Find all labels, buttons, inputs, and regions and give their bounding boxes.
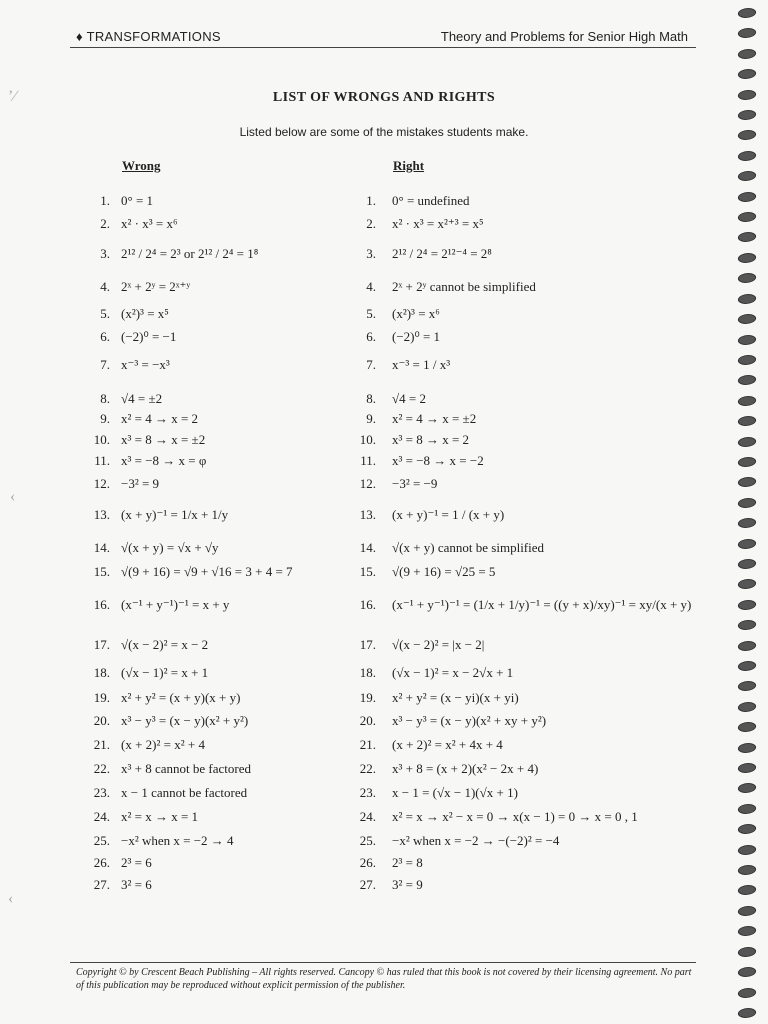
spiral-coil (737, 151, 758, 161)
right-expression: 2³ = 8 (392, 855, 423, 870)
wrong-expression: −x² when x = −2 → 4 (121, 833, 234, 848)
wrong-expression: 0° = 1 (121, 193, 154, 208)
right-expression: (x⁻¹ + y⁻¹)⁻¹ = (1/x + 1/y)⁻¹ = ((y + x)/xy)⁻¹ = xy/(x + y) (392, 597, 692, 612)
wrong-item-number: 21. (93, 737, 110, 752)
spiral-coil (737, 702, 758, 712)
right-expression: 2ˣ + 2ʸ cannot be simplified (392, 279, 536, 294)
spiral-coil (737, 641, 758, 651)
spiral-coil (737, 1008, 758, 1018)
spiral-coil (737, 845, 758, 855)
right-expression: x³ − y³ = (x − y)(x² + xy + y²) (392, 713, 547, 728)
wrong-item-number: 22. (93, 761, 110, 776)
right-expression: x² · x³ = x²⁺³ = x⁵ (392, 216, 484, 231)
right-item-number: 11. (360, 453, 376, 468)
right-expression: √(x − 2)² = |x − 2| (392, 637, 485, 652)
spiral-coil (737, 90, 758, 100)
right-item-number: 26. (359, 855, 376, 870)
wrong-item-number: 15. (93, 564, 110, 579)
spiral-coil (737, 988, 758, 998)
spiral-coil (737, 906, 758, 916)
right-item-number: 23. (359, 785, 376, 800)
right-expression: (√x − 1)² = x − 2√x + 1 (392, 665, 514, 680)
right-item-number: 8. (366, 391, 376, 406)
wrong-expression: √(x + y) = √x + √y (121, 540, 219, 555)
right-item-number: 10. (359, 432, 376, 447)
spiral-coil (737, 375, 758, 385)
spiral-coil (737, 926, 758, 936)
spiral-coil (737, 130, 758, 140)
right-expression: √(9 + 16) = √25 = 5 (392, 564, 496, 579)
wrong-item-number: 13. (93, 507, 110, 522)
spiral-coil (737, 273, 758, 283)
wrong-expression: x³ + 8 cannot be factored (121, 761, 251, 776)
spiral-coil (737, 661, 758, 671)
spiral-coil (737, 620, 758, 630)
spiral-coil (737, 8, 758, 18)
wrong-item-number: 6. (100, 329, 110, 344)
spiral-coil (737, 783, 758, 793)
header-left: ♦ TRANSFORMATIONS (76, 29, 221, 44)
right-item-number: 13. (359, 507, 376, 522)
wrong-expression: 2ˣ + 2ʸ = 2ˣ⁺ʸ (121, 279, 191, 294)
wrong-item-number: 10. (93, 432, 110, 447)
wrong-expression: (x²)³ = x⁵ (121, 306, 169, 321)
right-expression: (x + y)⁻¹ = 1 / (x + y) (392, 507, 505, 522)
spiral-coil (737, 579, 758, 589)
header-rule (70, 47, 696, 48)
wrong-expression: x − 1 cannot be factored (121, 785, 248, 800)
spiral-coil (737, 681, 758, 691)
right-item-number: 19. (359, 690, 376, 705)
spiral-coil (737, 49, 758, 59)
spiral-coil (737, 743, 758, 753)
wrong-expression: x² · x³ = x⁶ (121, 216, 178, 231)
wrong-expression: x³ − y³ = (x − y)(x² + y²) (121, 713, 249, 728)
wrong-item-number: 3. (100, 246, 110, 261)
right-expression: x² + y² = (x − yi)(x + yi) (392, 690, 519, 705)
right-item-number: 3. (366, 246, 376, 261)
wrong-item-number: 25. (93, 833, 110, 848)
right-expression: x³ + 8 = (x + 2)(x² − 2x + 4) (392, 761, 539, 776)
wrong-item-number: 5. (100, 306, 110, 321)
spiral-coil (737, 416, 758, 426)
spiral-coil (737, 722, 758, 732)
wrong-column-heading: Wrong (122, 158, 161, 173)
right-expression: 3² = 9 (392, 877, 423, 892)
page-title: LIST OF WRONGS AND RIGHTS (272, 90, 496, 105)
wrong-expression: (x + 2)² = x² + 4 (121, 737, 205, 752)
header-right: Theory and Problems for Senior High Math (440, 29, 688, 44)
spiral-coil (737, 518, 758, 528)
wrong-item-number: 16. (93, 597, 110, 612)
wrong-expression: √4 = ±2 (121, 391, 163, 406)
right-item-number: 22. (359, 761, 376, 776)
spiral-coil (737, 559, 758, 569)
wrong-item-number: 12. (93, 476, 110, 491)
right-expression: 2¹² / 2⁴ = 2¹²⁻⁴ = 2⁸ (392, 246, 492, 261)
right-column-heading: Right (393, 158, 425, 173)
spiral-coil (737, 212, 758, 222)
right-expression: (−2)⁰ = 1 (392, 329, 441, 344)
right-item-number: 16. (359, 597, 376, 612)
spiral-coil (737, 865, 758, 875)
spiral-coil (737, 763, 758, 773)
wrong-item-number: 19. (93, 690, 110, 705)
wrong-expression: x³ = −8 → x = φ (121, 453, 207, 468)
spiral-coil (737, 192, 758, 202)
right-expression: x³ = −8 → x = −2 (392, 453, 484, 468)
spiral-coil (737, 885, 758, 895)
right-expression: −x² when x = −2 → −(−2)² = −4 (392, 833, 560, 848)
spiral-coil (737, 498, 758, 508)
wrong-expression: x⁻³ = −x³ (121, 357, 170, 372)
wrong-expression: (x⁻¹ + y⁻¹)⁻¹ = x + y (121, 597, 230, 612)
right-expression: 0° = undefined (392, 193, 470, 208)
right-item-number: 5. (366, 306, 376, 321)
right-item-number: 15. (359, 564, 376, 579)
wrong-item-number: 1. (100, 193, 110, 208)
spiral-coil (737, 294, 758, 304)
footer-rule (70, 962, 696, 963)
margin-mark: ‹ (8, 890, 14, 907)
intro-text: Listed below are some of the mistakes students make. (239, 125, 529, 139)
wrong-expression: x² + y² = (x + y)(x + y) (121, 690, 241, 705)
spiral-coil (737, 396, 758, 406)
right-item-number: 2. (366, 216, 376, 231)
wrong-expression: √(9 + 16) = √9 + √16 = 3 + 4 = 7 (121, 564, 293, 579)
spiral-coil (737, 947, 758, 957)
copyright-notice: Copyright © by Crescent Beach Publishing – All rights reserved. Cancopy © has ruled that this book is not covered by their licensing agreement. No part of this publication may be reproduced without explicit permission of the publisher. (76, 967, 692, 991)
right-item-number: 6. (366, 329, 376, 344)
wrong-expression: x³ = 8 → x = ±2 (121, 432, 206, 447)
right-item-number: 17. (359, 637, 376, 652)
wrong-expression: x² = 4 → x = 2 (121, 411, 199, 426)
right-item-number: 9. (366, 411, 376, 426)
right-item-number: 20. (359, 713, 376, 728)
right-item-number: 14. (359, 540, 376, 555)
right-item-number: 24. (359, 809, 376, 824)
wrong-expression: (−2)⁰ = −1 (121, 329, 177, 344)
wrong-item-number: 17. (93, 637, 110, 652)
right-expression: x − 1 = (√x − 1)(√x + 1) (392, 785, 518, 800)
wrong-item-number: 4. (100, 279, 110, 294)
right-item-number: 21. (359, 737, 376, 752)
spiral-coil (737, 477, 758, 487)
wrong-expression: x² = x → x = 1 (121, 809, 199, 824)
right-item-number: 12. (359, 476, 376, 491)
spiral-coil (737, 28, 758, 38)
right-expression: √4 = 2 (392, 391, 426, 406)
right-item-number: 4. (366, 279, 376, 294)
wrong-item-number: 8. (100, 391, 110, 406)
spiral-coil (737, 110, 758, 120)
wrong-item-number: 20. (93, 713, 110, 728)
spiral-coil (737, 824, 758, 834)
right-expression: (x + 2)² = x² + 4x + 4 (392, 737, 503, 752)
wrong-item-number: 2. (100, 216, 110, 231)
margin-mark: ʼ⁄ (8, 88, 16, 105)
margin-mark: ‹ (10, 488, 16, 505)
spiral-coil (737, 804, 758, 814)
spiral-coil (737, 232, 758, 242)
wrong-item-number: 23. (93, 785, 110, 800)
wrong-item-number: 27. (93, 877, 110, 892)
wrong-expression: 2¹² / 2⁴ = 2³ or 2¹² / 2⁴ = 1⁸ (121, 246, 259, 261)
spiral-coil (737, 253, 758, 263)
right-item-number: 27. (359, 877, 376, 892)
right-expression: x⁻³ = 1 / x³ (392, 357, 451, 372)
right-expression: √(x + y) cannot be simplified (392, 540, 545, 555)
right-expression: x³ = 8 → x = 2 (392, 432, 470, 447)
wrong-expression: √(x − 2)² = x − 2 (121, 637, 209, 652)
right-item-number: 7. (366, 357, 376, 372)
right-item-number: 1. (366, 193, 376, 208)
wrong-item-number: 24. (93, 809, 110, 824)
spiral-coil (737, 967, 758, 977)
wrong-item-number: 11. (94, 453, 110, 468)
spiral-coil (737, 355, 758, 365)
wrong-item-number: 26. (93, 855, 110, 870)
wrong-expression: 2³ = 6 (121, 855, 152, 870)
wrong-item-number: 9. (100, 411, 110, 426)
wrong-expression: 3² = 6 (121, 877, 152, 892)
spiral-coil (737, 335, 758, 345)
right-expression: −3² = −9 (392, 476, 438, 491)
spiral-coil (737, 69, 758, 79)
wrong-item-number: 7. (100, 357, 110, 372)
spiral-coil (737, 457, 758, 467)
spiral-coil (737, 600, 758, 610)
wrong-item-number: 14. (93, 540, 110, 555)
right-expression: x² = x → x² − x = 0 → x(x − 1) = 0 → x = 0 , 1 (392, 809, 638, 824)
wrong-expression: −3² = 9 (121, 476, 160, 491)
spiral-binding (738, 8, 760, 1018)
right-item-number: 18. (359, 665, 376, 680)
right-expression: (x²)³ = x⁶ (392, 306, 440, 321)
spiral-coil (737, 437, 758, 447)
wrong-expression: (x + y)⁻¹ = 1/x + 1/y (121, 507, 229, 522)
wrong-item-number: 18. (93, 665, 110, 680)
wrong-expression: (√x − 1)² = x + 1 (121, 665, 209, 680)
spiral-coil (737, 314, 758, 324)
right-item-number: 25. (359, 833, 376, 848)
right-expression: x² = 4 → x = ±2 (392, 411, 477, 426)
spiral-coil (737, 539, 758, 549)
spiral-coil (737, 171, 758, 181)
